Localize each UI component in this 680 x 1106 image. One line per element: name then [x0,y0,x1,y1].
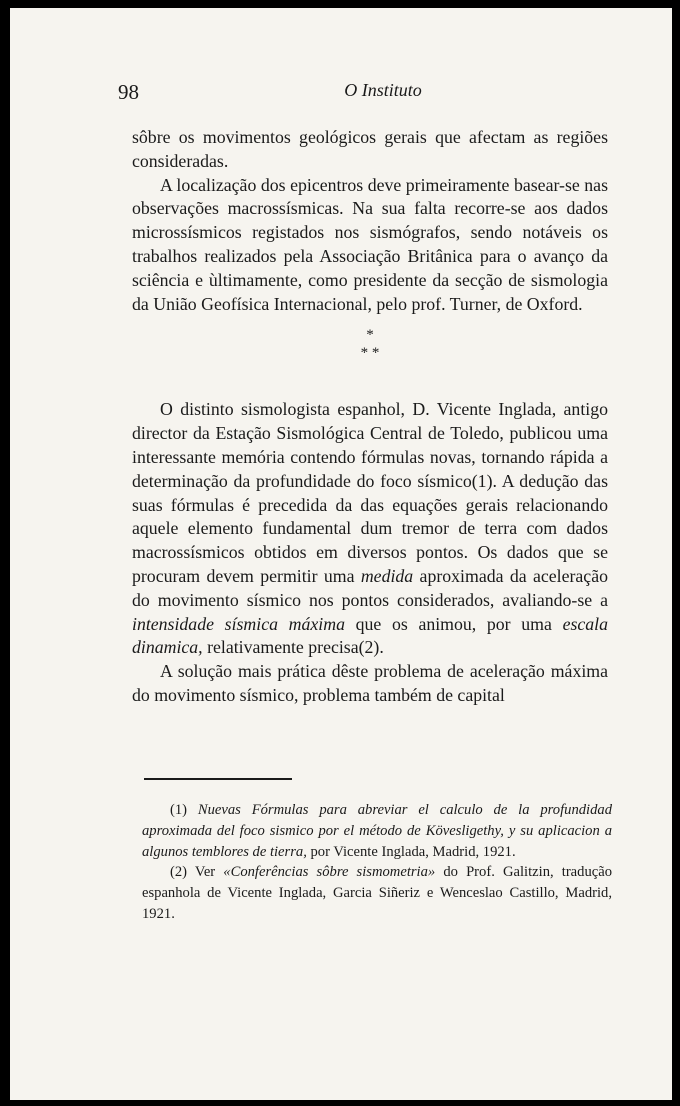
paragraph-epicentros: A localização dos epicentros deve primeiramente basear-se nas observações macrossísmicas. Na sua falta recorre-se aos dados microssísmicos registados nos sismógrafos, sendo notáveis os trabalhos realizados pela Associação Britânica para o avanço da sciência e ùltimamente, como presidente da secção de sismologia da União Geofísica Internacional, pelo prof. Turner, de Oxford. [132,174,608,314]
page-header [118,80,608,110]
page-number: 98 [118,80,139,104]
body-text [132,126,608,708]
running-title: O Instituto [344,80,422,100]
footnote-marker-1: (1) [170,802,188,818]
footnotes [142,800,612,925]
asterism-separator [132,326,608,372]
book-page [10,8,672,1100]
asterism-bottom: * * [360,345,380,362]
footnote-1: (1) Nuevas Fórmulas para abreviar el calculo de la profundidad aproximada del foco sismico por el método de Kövesligethy, y su aplicacion a algunos temblores de tierra, por Vicente Inglada, Madrid, 1921. [142,802,612,860]
paragraph-inglada: O distinto sismologista espanhol, D. Vicente Inglada, antigo director da Estação Sismológica Central de Toledo, publicou uma interessante memória contendo fórmulas novas, tornando rápida a determinação da profundidade do foco sísmico(1). A dedução das suas fórmulas é precedida da das equações gerais relacionando aquele elemento fundamental dum tremor de terra com dados macrossísmicos obtidos em diversos pontos. Os dados que se procuram devem permitir uma medida aproximada da aceleração do movimento sísmico nos pontos considerados, avaliando-se a intensidade sísmica máxima que os animou, por uma escala dinamica, relativamente precisa(2). [132,399,608,658]
footnote-ref-1: (1) [471,470,493,491]
footnote-2: (2) Ver «Conferências sôbre sismometria» do Prof. Galitzin, tradução espanhola de Vicente Inglada, Garcia Siñeriz e Wenceslao Castillo, Madrid, 1921. [142,864,613,922]
paragraph-continuation: sôbre os movimentos geológicos gerais que afectam as regiões consideradas. [132,127,608,171]
footnote-ref-2: (2) [358,637,380,658]
asterism-top: * [366,327,374,344]
footnote-marker-2: (2) [170,864,188,881]
paragraph-solucao: A solução mais prática dêste problema de aceleração máxima do movimento sísmico, problema também de capital [132,661,608,705]
footnote-rule [144,778,292,780]
